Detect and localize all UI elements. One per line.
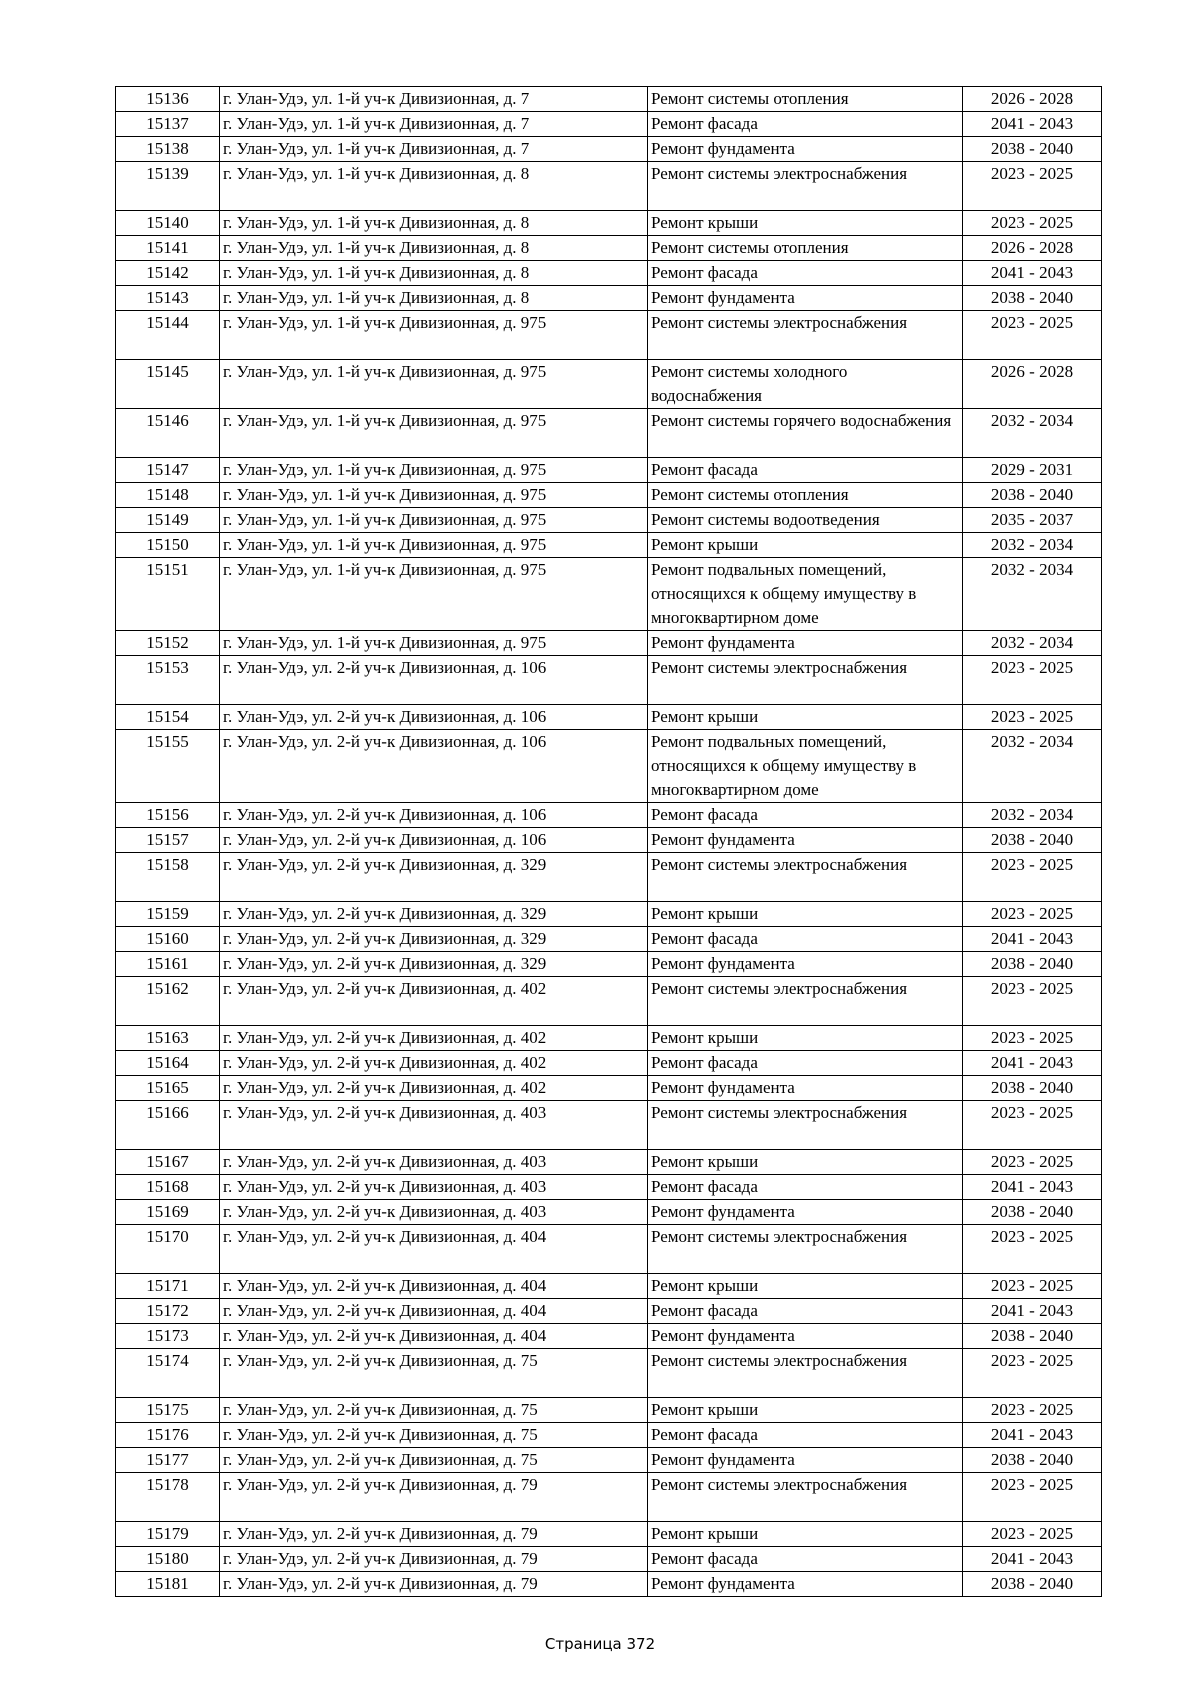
row-number-cell: 15165 — [116, 1076, 220, 1101]
address-cell: г. Улан-Удэ, ул. 2-й уч-к Дивизионная, д. 106 — [220, 803, 648, 828]
work-type-cell: Ремонт фундамента — [648, 1448, 963, 1473]
row-number-cell: 15146 — [116, 409, 220, 458]
work-type-cell: Ремонт фасада — [648, 458, 963, 483]
address-cell: г. Улан-Удэ, ул. 2-й уч-к Дивизионная, д. 404 — [220, 1274, 648, 1299]
work-type-cell: Ремонт фундамента — [648, 137, 963, 162]
work-type-cell: Ремонт системы горячего водоснабжения — [648, 409, 963, 458]
address-cell: г. Улан-Удэ, ул. 2-й уч-к Дивизионная, д. 106 — [220, 828, 648, 853]
work-type-cell: Ремонт системы электроснабжения — [648, 1101, 963, 1150]
work-type-cell: Ремонт системы электроснабжения — [648, 1225, 963, 1274]
row-number-cell: 15158 — [116, 853, 220, 902]
address-cell: г. Улан-Удэ, ул. 2-й уч-к Дивизионная, д. 329 — [220, 853, 648, 902]
work-type-cell: Ремонт крыши — [648, 1026, 963, 1051]
work-type-cell: Ремонт фундамента — [648, 1200, 963, 1225]
period-cell: 2023 - 2025 — [963, 1150, 1102, 1175]
table-row — [116, 458, 1102, 483]
row-number-cell: 15138 — [116, 137, 220, 162]
period-cell: 2023 - 2025 — [963, 1522, 1102, 1547]
address-cell: г. Улан-Удэ, ул. 2-й уч-к Дивизионная, д. 403 — [220, 1150, 648, 1175]
table-row — [116, 409, 1102, 458]
table-row — [116, 483, 1102, 508]
work-type-cell: Ремонт фундамента — [648, 1324, 963, 1349]
period-cell: 2038 - 2040 — [963, 137, 1102, 162]
address-cell: г. Улан-Удэ, ул. 2-й уч-к Дивизионная, д. 79 — [220, 1473, 648, 1522]
table-row — [116, 1225, 1102, 1274]
period-cell: 2035 - 2037 — [963, 508, 1102, 533]
table-row — [116, 137, 1102, 162]
table-row — [116, 803, 1102, 828]
table-row — [116, 656, 1102, 705]
table-row — [116, 1101, 1102, 1150]
period-cell: 2032 - 2034 — [963, 803, 1102, 828]
table-row — [116, 236, 1102, 261]
work-type-cell: Ремонт системы отопления — [648, 236, 963, 261]
table-row — [116, 853, 1102, 902]
period-cell: 2032 - 2034 — [963, 631, 1102, 656]
address-cell: г. Улан-Удэ, ул. 2-й уч-к Дивизионная, д. 402 — [220, 1076, 648, 1101]
work-type-cell: Ремонт системы холодного водоснабжения — [648, 360, 963, 409]
table-row — [116, 112, 1102, 137]
work-type-cell: Ремонт фасада — [648, 261, 963, 286]
table-row — [116, 1324, 1102, 1349]
work-type-cell: Ремонт фундамента — [648, 952, 963, 977]
address-cell: г. Улан-Удэ, ул. 1-й уч-к Дивизионная, д. 975 — [220, 508, 648, 533]
work-schedule-table — [115, 86, 1102, 1597]
work-type-cell: Ремонт крыши — [648, 1398, 963, 1423]
work-type-cell: Ремонт системы отопления — [648, 483, 963, 508]
work-type-cell: Ремонт фундамента — [648, 828, 963, 853]
address-cell: г. Улан-Удэ, ул. 1-й уч-к Дивизионная, д. 975 — [220, 409, 648, 458]
table-row — [116, 533, 1102, 558]
period-cell: 2023 - 2025 — [963, 162, 1102, 211]
period-cell: 2038 - 2040 — [963, 1572, 1102, 1597]
row-number-cell: 15142 — [116, 261, 220, 286]
period-cell: 2023 - 2025 — [963, 1101, 1102, 1150]
row-number-cell: 15168 — [116, 1175, 220, 1200]
table-row — [116, 261, 1102, 286]
table-row — [116, 1200, 1102, 1225]
address-cell: г. Улан-Удэ, ул. 2-й уч-к Дивизионная, д. 75 — [220, 1448, 648, 1473]
table-row — [116, 1026, 1102, 1051]
row-number-cell: 15167 — [116, 1150, 220, 1175]
period-cell: 2038 - 2040 — [963, 286, 1102, 311]
period-cell: 2023 - 2025 — [963, 1225, 1102, 1274]
period-cell: 2041 - 2043 — [963, 112, 1102, 137]
period-cell: 2023 - 2025 — [963, 902, 1102, 927]
period-cell: 2026 - 2028 — [963, 87, 1102, 112]
address-cell: г. Улан-Удэ, ул. 1-й уч-к Дивизионная, д. 975 — [220, 458, 648, 483]
address-cell: г. Улан-Удэ, ул. 1-й уч-к Дивизионная, д. 8 — [220, 211, 648, 236]
period-cell: 2041 - 2043 — [963, 1051, 1102, 1076]
address-cell: г. Улан-Удэ, ул. 2-й уч-к Дивизионная, д. 404 — [220, 1225, 648, 1274]
address-cell: г. Улан-Удэ, ул. 1-й уч-к Дивизионная, д. 975 — [220, 360, 648, 409]
period-cell: 2023 - 2025 — [963, 1473, 1102, 1522]
page-number: Страница 372 — [544, 1635, 656, 1653]
address-cell: г. Улан-Удэ, ул. 2-й уч-к Дивизионная, д. 329 — [220, 902, 648, 927]
period-cell: 2023 - 2025 — [963, 705, 1102, 730]
address-cell: г. Улан-Удэ, ул. 1-й уч-к Дивизионная, д. 975 — [220, 311, 648, 360]
period-cell: 2038 - 2040 — [963, 1200, 1102, 1225]
row-number-cell: 15159 — [116, 902, 220, 927]
row-number-cell: 15178 — [116, 1473, 220, 1522]
row-number-cell: 15179 — [116, 1522, 220, 1547]
row-number-cell: 15148 — [116, 483, 220, 508]
work-type-cell: Ремонт крыши — [648, 211, 963, 236]
period-cell: 2023 - 2025 — [963, 1349, 1102, 1398]
table-row — [116, 977, 1102, 1026]
row-number-cell: 15175 — [116, 1398, 220, 1423]
work-type-cell: Ремонт системы электроснабжения — [648, 1473, 963, 1522]
table-row — [116, 211, 1102, 236]
row-number-cell: 15147 — [116, 458, 220, 483]
table-row — [116, 1299, 1102, 1324]
table-row — [116, 286, 1102, 311]
row-number-cell: 15144 — [116, 311, 220, 360]
table-row — [116, 360, 1102, 409]
table-row — [116, 1572, 1102, 1597]
address-cell: г. Улан-Удэ, ул. 2-й уч-к Дивизионная, д. 329 — [220, 927, 648, 952]
row-number-cell: 15177 — [116, 1448, 220, 1473]
period-cell: 2023 - 2025 — [963, 656, 1102, 705]
table-row — [116, 1274, 1102, 1299]
address-cell: г. Улан-Удэ, ул. 1-й уч-к Дивизионная, д. 7 — [220, 137, 648, 162]
row-number-cell: 15172 — [116, 1299, 220, 1324]
address-cell: г. Улан-Удэ, ул. 2-й уч-к Дивизионная, д. 403 — [220, 1175, 648, 1200]
period-cell: 2038 - 2040 — [963, 483, 1102, 508]
address-cell: г. Улан-Удэ, ул. 1-й уч-к Дивизионная, д. 7 — [220, 87, 648, 112]
row-number-cell: 15155 — [116, 730, 220, 803]
row-number-cell: 15163 — [116, 1026, 220, 1051]
work-type-cell: Ремонт крыши — [648, 902, 963, 927]
address-cell: г. Улан-Удэ, ул. 2-й уч-к Дивизионная, д. 403 — [220, 1101, 648, 1150]
period-cell: 2041 - 2043 — [963, 261, 1102, 286]
address-cell: г. Улан-Удэ, ул. 1-й уч-к Дивизионная, д. 975 — [220, 533, 648, 558]
address-cell: г. Улан-Удэ, ул. 2-й уч-к Дивизионная, д. 79 — [220, 1572, 648, 1597]
table-row — [116, 1150, 1102, 1175]
period-cell: 2038 - 2040 — [963, 1076, 1102, 1101]
period-cell: 2023 - 2025 — [963, 977, 1102, 1026]
address-cell: г. Улан-Удэ, ул. 2-й уч-к Дивизионная, д. 403 — [220, 1200, 648, 1225]
work-type-cell: Ремонт системы электроснабжения — [648, 853, 963, 902]
address-cell: г. Улан-Удэ, ул. 1-й уч-к Дивизионная, д. 7 — [220, 112, 648, 137]
address-cell: г. Улан-Удэ, ул. 2-й уч-к Дивизионная, д. 404 — [220, 1299, 648, 1324]
table-row — [116, 927, 1102, 952]
period-cell: 2032 - 2034 — [963, 533, 1102, 558]
address-cell: г. Улан-Удэ, ул. 1-й уч-к Дивизионная, д. 8 — [220, 162, 648, 211]
work-type-cell: Ремонт крыши — [648, 705, 963, 730]
work-type-cell: Ремонт системы отопления — [648, 87, 963, 112]
address-cell: г. Улан-Удэ, ул. 2-й уч-к Дивизионная, д. 75 — [220, 1349, 648, 1398]
row-number-cell: 15161 — [116, 952, 220, 977]
work-type-cell: Ремонт подвальных помещений, относящихся к общему имуществу в многоквартирном доме — [648, 730, 963, 803]
work-type-cell: Ремонт фундамента — [648, 1572, 963, 1597]
period-cell: 2038 - 2040 — [963, 1448, 1102, 1473]
period-cell: 2023 - 2025 — [963, 1398, 1102, 1423]
address-cell: г. Улан-Удэ, ул. 2-й уч-к Дивизионная, д. 106 — [220, 730, 648, 803]
period-cell: 2041 - 2043 — [963, 1299, 1102, 1324]
row-number-cell: 15176 — [116, 1423, 220, 1448]
table-row — [116, 558, 1102, 631]
work-type-cell: Ремонт системы электроснабжения — [648, 162, 963, 211]
work-type-cell: Ремонт системы электроснабжения — [648, 311, 963, 360]
table-row — [116, 1473, 1102, 1522]
table-row — [116, 828, 1102, 853]
row-number-cell: 15153 — [116, 656, 220, 705]
row-number-cell: 15156 — [116, 803, 220, 828]
row-number-cell: 15181 — [116, 1572, 220, 1597]
row-number-cell: 15151 — [116, 558, 220, 631]
row-number-cell: 15140 — [116, 211, 220, 236]
table-row — [116, 1522, 1102, 1547]
work-type-cell: Ремонт фундамента — [648, 1076, 963, 1101]
period-cell: 2032 - 2034 — [963, 409, 1102, 458]
table-row — [116, 1051, 1102, 1076]
work-type-cell: Ремонт фасада — [648, 1299, 963, 1324]
address-cell: г. Улан-Удэ, ул. 1-й уч-к Дивизионная, д. 8 — [220, 261, 648, 286]
work-type-cell: Ремонт системы электроснабжения — [648, 656, 963, 705]
work-type-cell: Ремонт фасада — [648, 112, 963, 137]
period-cell: 2038 - 2040 — [963, 828, 1102, 853]
row-number-cell: 15173 — [116, 1324, 220, 1349]
row-number-cell: 15139 — [116, 162, 220, 211]
address-cell: г. Улан-Удэ, ул. 1-й уч-к Дивизионная, д. 975 — [220, 631, 648, 656]
row-number-cell: 15149 — [116, 508, 220, 533]
table-row — [116, 311, 1102, 360]
address-cell: г. Улан-Удэ, ул. 2-й уч-к Дивизионная, д. 75 — [220, 1423, 648, 1448]
address-cell: г. Улан-Удэ, ул. 2-й уч-к Дивизионная, д. 329 — [220, 952, 648, 977]
row-number-cell: 15180 — [116, 1547, 220, 1572]
table-row — [116, 1547, 1102, 1572]
table-row — [116, 1398, 1102, 1423]
table-row — [116, 705, 1102, 730]
address-cell: г. Улан-Удэ, ул. 1-й уч-к Дивизионная, д. 975 — [220, 483, 648, 508]
row-number-cell: 15145 — [116, 360, 220, 409]
work-type-cell: Ремонт фасада — [648, 1175, 963, 1200]
work-type-cell: Ремонт фундамента — [648, 286, 963, 311]
work-type-cell: Ремонт подвальных помещений, относящихся к общему имуществу в многоквартирном доме — [648, 558, 963, 631]
table-row — [116, 730, 1102, 803]
address-cell: г. Улан-Удэ, ул. 2-й уч-к Дивизионная, д. 106 — [220, 656, 648, 705]
period-cell: 2038 - 2040 — [963, 1324, 1102, 1349]
work-type-cell: Ремонт фасада — [648, 1051, 963, 1076]
table-row — [116, 902, 1102, 927]
work-type-cell: Ремонт фундамента — [648, 631, 963, 656]
row-number-cell: 15169 — [116, 1200, 220, 1225]
work-type-cell: Ремонт крыши — [648, 1274, 963, 1299]
table-body — [116, 87, 1102, 1597]
address-cell: г. Улан-Удэ, ул. 1-й уч-к Дивизионная, д. 8 — [220, 286, 648, 311]
row-number-cell: 15174 — [116, 1349, 220, 1398]
row-number-cell: 15160 — [116, 927, 220, 952]
period-cell: 2041 - 2043 — [963, 1423, 1102, 1448]
work-type-cell: Ремонт крыши — [648, 533, 963, 558]
row-number-cell: 15171 — [116, 1274, 220, 1299]
work-type-cell: Ремонт фасада — [648, 1547, 963, 1572]
row-number-cell: 15143 — [116, 286, 220, 311]
work-type-cell: Ремонт системы электроснабжения — [648, 977, 963, 1026]
table-row — [116, 1175, 1102, 1200]
period-cell: 2026 - 2028 — [963, 360, 1102, 409]
address-cell: г. Улан-Удэ, ул. 2-й уч-к Дивизионная, д. 402 — [220, 1051, 648, 1076]
period-cell: 2041 - 2043 — [963, 1547, 1102, 1572]
period-cell: 2023 - 2025 — [963, 1274, 1102, 1299]
address-cell: г. Улан-Удэ, ул. 2-й уч-к Дивизионная, д. 79 — [220, 1547, 648, 1572]
period-cell: 2032 - 2034 — [963, 730, 1102, 803]
address-cell: г. Улан-Удэ, ул. 2-й уч-к Дивизионная, д. 79 — [220, 1522, 648, 1547]
address-cell: г. Улан-Удэ, ул. 2-й уч-к Дивизионная, д. 75 — [220, 1398, 648, 1423]
row-number-cell: 15162 — [116, 977, 220, 1026]
period-cell: 2041 - 2043 — [963, 927, 1102, 952]
table-row — [116, 1448, 1102, 1473]
row-number-cell: 15150 — [116, 533, 220, 558]
table-row — [116, 508, 1102, 533]
period-cell: 2023 - 2025 — [963, 311, 1102, 360]
row-number-cell: 15141 — [116, 236, 220, 261]
period-cell: 2041 - 2043 — [963, 1175, 1102, 1200]
table-row — [116, 1349, 1102, 1398]
table-row — [116, 87, 1102, 112]
period-cell: 2029 - 2031 — [963, 458, 1102, 483]
table-row — [116, 1423, 1102, 1448]
period-cell: 2038 - 2040 — [963, 952, 1102, 977]
address-cell: г. Улан-Удэ, ул. 2-й уч-к Дивизионная, д. 402 — [220, 977, 648, 1026]
address-cell: г. Улан-Удэ, ул. 2-й уч-к Дивизионная, д. 404 — [220, 1324, 648, 1349]
work-type-cell: Ремонт крыши — [648, 1150, 963, 1175]
period-cell: 2032 - 2034 — [963, 558, 1102, 631]
period-cell: 2023 - 2025 — [963, 211, 1102, 236]
work-type-cell: Ремонт системы водоотведения — [648, 508, 963, 533]
table-row — [116, 1076, 1102, 1101]
address-cell: г. Улан-Удэ, ул. 2-й уч-к Дивизионная, д. 402 — [220, 1026, 648, 1051]
row-number-cell: 15164 — [116, 1051, 220, 1076]
address-cell: г. Улан-Удэ, ул. 1-й уч-к Дивизионная, д. 8 — [220, 236, 648, 261]
row-number-cell: 15166 — [116, 1101, 220, 1150]
period-cell: 2023 - 2025 — [963, 853, 1102, 902]
row-number-cell: 15170 — [116, 1225, 220, 1274]
work-type-cell: Ремонт фасада — [648, 1423, 963, 1448]
row-number-cell: 15136 — [116, 87, 220, 112]
address-cell: г. Улан-Удэ, ул. 1-й уч-к Дивизионная, д. 975 — [220, 558, 648, 631]
table-row — [116, 952, 1102, 977]
row-number-cell: 15137 — [116, 112, 220, 137]
work-type-cell: Ремонт фасада — [648, 927, 963, 952]
table-row — [116, 631, 1102, 656]
period-cell: 2023 - 2025 — [963, 1026, 1102, 1051]
row-number-cell: 15154 — [116, 705, 220, 730]
address-cell: г. Улан-Удэ, ул. 2-й уч-к Дивизионная, д. 106 — [220, 705, 648, 730]
row-number-cell: 15152 — [116, 631, 220, 656]
table-row — [116, 162, 1102, 211]
row-number-cell: 15157 — [116, 828, 220, 853]
work-type-cell: Ремонт крыши — [648, 1522, 963, 1547]
work-type-cell: Ремонт фасада — [648, 803, 963, 828]
work-type-cell: Ремонт системы электроснабжения — [648, 1349, 963, 1398]
period-cell: 2026 - 2028 — [963, 236, 1102, 261]
